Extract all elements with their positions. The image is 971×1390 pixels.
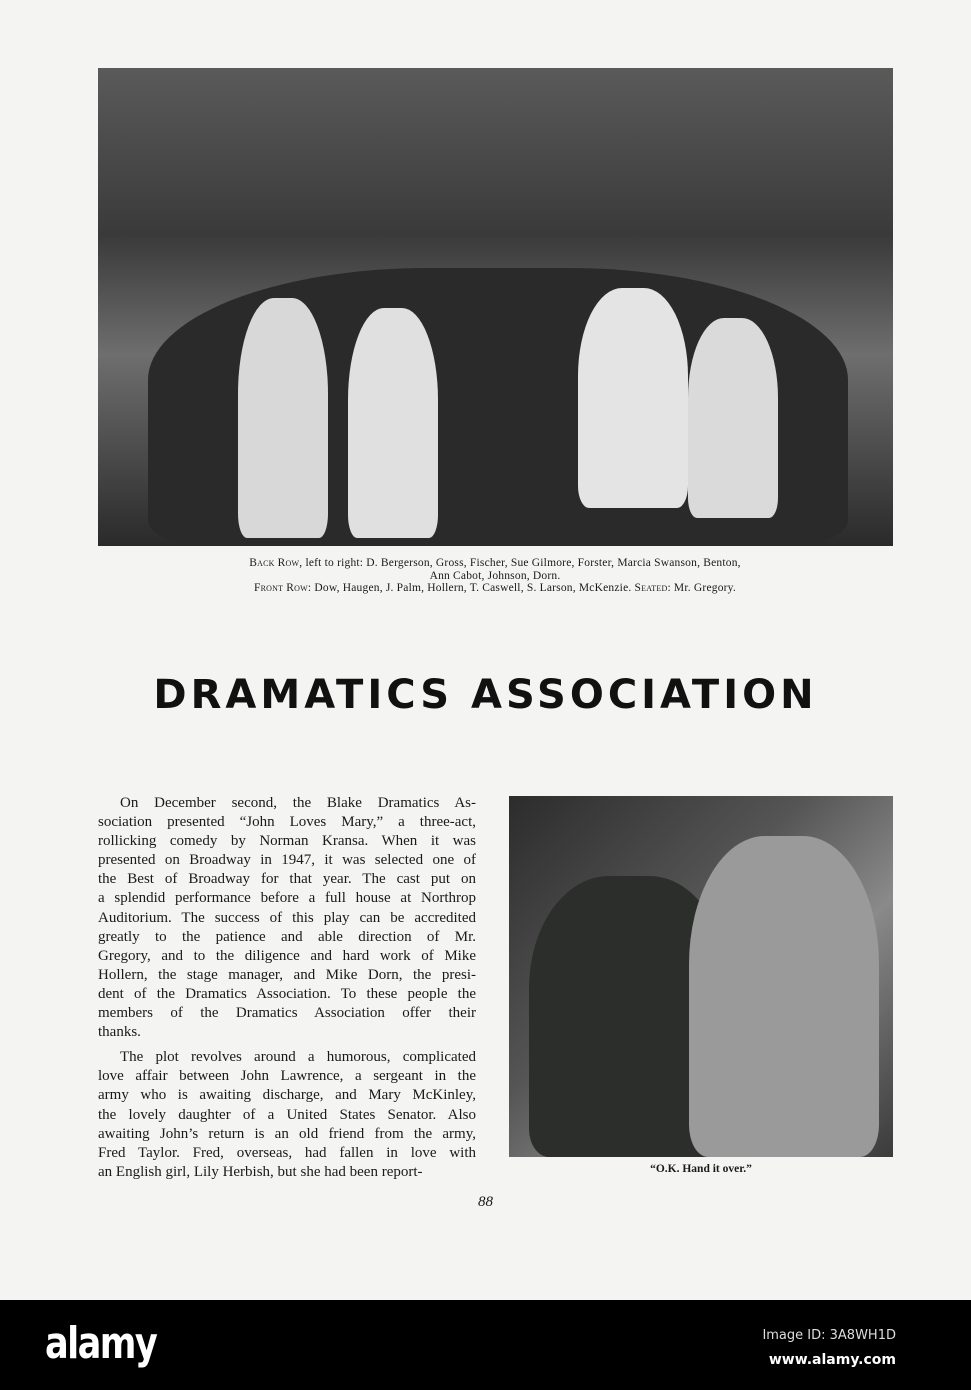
text-line: an English girl, Lily Herbish, but she had been report- xyxy=(98,1163,423,1180)
text-line: members of the Dramatics Association offer their xyxy=(98,1005,476,1022)
text-line: rollicking comedy by Norman Kransa. When it was xyxy=(98,833,476,850)
group-photo-caption xyxy=(150,557,840,595)
figure-white-shirt xyxy=(688,318,778,518)
paragraph-2 xyxy=(98,1048,476,1182)
play-photo-caption: “O.K. Hand it over.” xyxy=(650,1163,752,1175)
play-scene-photo xyxy=(509,796,893,1157)
text-line: awaiting John’s return is an old friend from the army, xyxy=(98,1125,476,1142)
text-line: greatly to the patience and able direction of Mr. xyxy=(98,928,476,945)
text-line: presented on Broadway in 1947, it was selected one of xyxy=(98,852,476,869)
figure-white-shirt xyxy=(578,288,688,508)
alamy-logo: alamy xyxy=(45,1318,157,1369)
text-line: army who is awaiting discharge, and Mary McKinley, xyxy=(98,1087,476,1104)
text-line: a splendid performance before a full house at Northrop xyxy=(98,890,476,907)
caption-label: Front Row: xyxy=(254,582,312,594)
figure-white-shirt xyxy=(348,308,438,538)
text-line: sociation presented “John Loves Mary,” a three-act, xyxy=(98,814,476,831)
text-line: the Best of Broadway for that year. The cast put on xyxy=(98,871,476,888)
group-photo xyxy=(98,68,893,546)
caption-text: left to right: D. Bergerson, Gross, Fischer, Sue Gilmore, Forster, Marcia Swanson, Benton, xyxy=(302,557,741,569)
text-line: the lovely daughter of a United States Senator. Also xyxy=(98,1106,476,1123)
image-id: Image ID: 3A8WH1D xyxy=(762,1328,896,1343)
caption-label: Back Row, xyxy=(249,557,303,569)
text-line: dent of the Dramatics Association. To these people the xyxy=(98,985,476,1002)
text-line: Hollern, the stage manager, and Mike Dorn, the presi- xyxy=(98,966,476,983)
figure-white-shirt xyxy=(238,298,328,538)
page-number: 88 xyxy=(478,1194,493,1210)
text-line: Fred Taylor. Fred, overseas, had fallen in love with xyxy=(98,1144,476,1161)
caption-label: Seated: xyxy=(634,582,671,594)
text-line: thanks. xyxy=(98,1024,141,1041)
caption-text: Dow, Haugen, J. Palm, Hollern, T. Caswell, S. Larson, McKenzie. xyxy=(311,582,635,594)
caption-text: Ann Cabot, Johnson, Dorn. xyxy=(429,569,561,582)
watermark-band xyxy=(0,1300,971,1390)
page-title: DRAMATICS ASSOCIATION xyxy=(153,672,818,718)
figure-woman xyxy=(689,836,879,1157)
text-line: Gregory, and to the diligence and hard work of Mike xyxy=(98,947,476,964)
paragraph-1 xyxy=(98,794,476,1042)
watermark-url: www.alamy.com xyxy=(768,1352,896,1368)
text-line: On December second, the Blake Dramatics As- xyxy=(120,795,476,811)
text-line: Auditorium. The success of this play can be accredited xyxy=(98,909,476,926)
text-line: The plot revolves around a humorous, complicated xyxy=(120,1049,476,1066)
text-line: love affair between John Lawrence, a sergeant in the xyxy=(98,1068,476,1085)
article-body xyxy=(98,794,476,1182)
caption-text: Mr. Gregory. xyxy=(670,582,736,594)
